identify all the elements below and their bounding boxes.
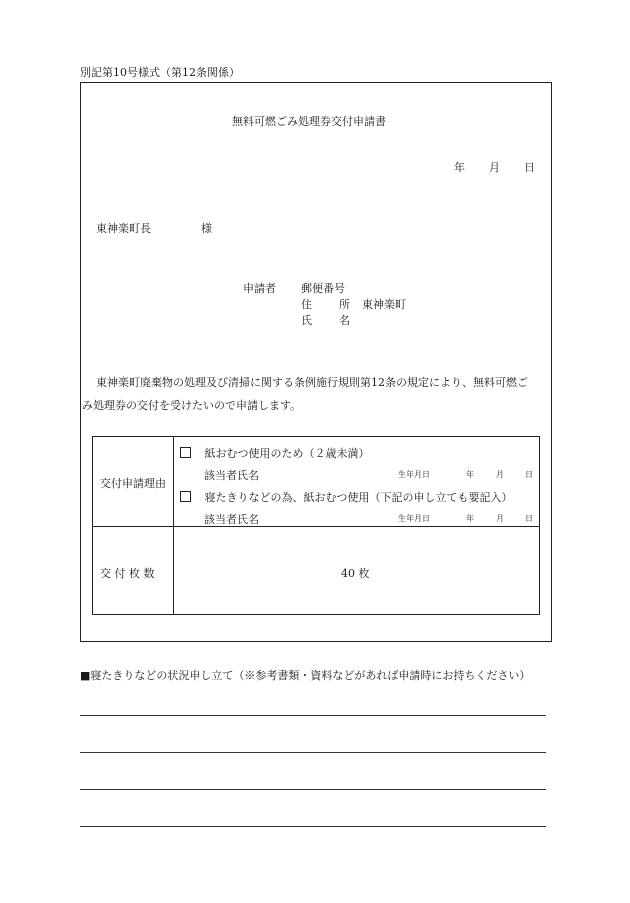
person-label-2: 該当者氏名 xyxy=(204,513,259,526)
statement-line-field[interactable] xyxy=(80,715,546,716)
name-label-1: 氏 xyxy=(301,314,312,327)
birth-label-1: 生年月日 xyxy=(398,470,430,479)
statement-line-1: 東神楽町廃棄物の処理及び清掃に関する条例施行規則第12条の規定により、無料可燃ご xyxy=(96,376,528,389)
statement-line-field[interactable] xyxy=(80,752,546,753)
checkbox-icon[interactable] xyxy=(180,491,191,502)
birth-day-2: 日 xyxy=(525,514,533,523)
date-month: 月 xyxy=(489,161,500,174)
birth-label-2: 生年月日 xyxy=(398,514,430,523)
reason-option-1[interactable] xyxy=(180,445,370,461)
address-value: 東神楽町 xyxy=(362,298,406,311)
count-header: 交 付 枚 数 xyxy=(100,567,155,580)
addressee-honorific: 様 xyxy=(201,222,212,235)
person-label-1: 該当者氏名 xyxy=(204,469,259,482)
applicant-label: 申請者 xyxy=(243,282,276,295)
count-value: 40 枚 xyxy=(341,567,370,580)
date-year: 年 xyxy=(454,161,465,174)
birth-year-1: 年 xyxy=(466,470,474,479)
birth-day-1: 日 xyxy=(525,470,533,479)
address-label-1: 住 xyxy=(301,298,312,311)
postal-code-label: 郵便番号 xyxy=(301,282,345,295)
form-id: 別記第10号様式（第12条関係） xyxy=(80,66,240,79)
date-day: 日 xyxy=(524,161,535,174)
birth-month-2: 月 xyxy=(496,514,504,523)
checkbox-icon[interactable] xyxy=(180,447,191,458)
address-label-2: 所 xyxy=(339,298,350,311)
name-label-2: 名 xyxy=(339,314,350,327)
birth-year-2: 年 xyxy=(466,514,474,523)
statement-line-field[interactable] xyxy=(80,826,546,827)
form-title: 無料可燃ごみ処理券交付申請書 xyxy=(232,115,386,128)
birth-month-1: 月 xyxy=(496,470,504,479)
statement-line-2: み処理券の交付を受けたいので申請します。 xyxy=(82,399,302,412)
statement-heading: ■寝たきりなどの状況申し立て（※参考書類・資料などがあれば申請時にお持ちください） xyxy=(80,669,531,682)
reason-option-2-label: 寝たきりなどの為、紙おむつ使用（下記の申し立ても要記入） xyxy=(204,491,513,504)
reason-header: 交付申請理由 xyxy=(100,477,166,490)
reason-option-1-label: 紙おむつ使用のため（２歳未満） xyxy=(204,447,370,460)
reason-option-2[interactable] xyxy=(180,489,513,505)
statement-line-field[interactable] xyxy=(80,789,546,790)
table-divider-horizontal xyxy=(92,526,540,527)
addressee-name: 東神楽町長 xyxy=(96,222,151,235)
